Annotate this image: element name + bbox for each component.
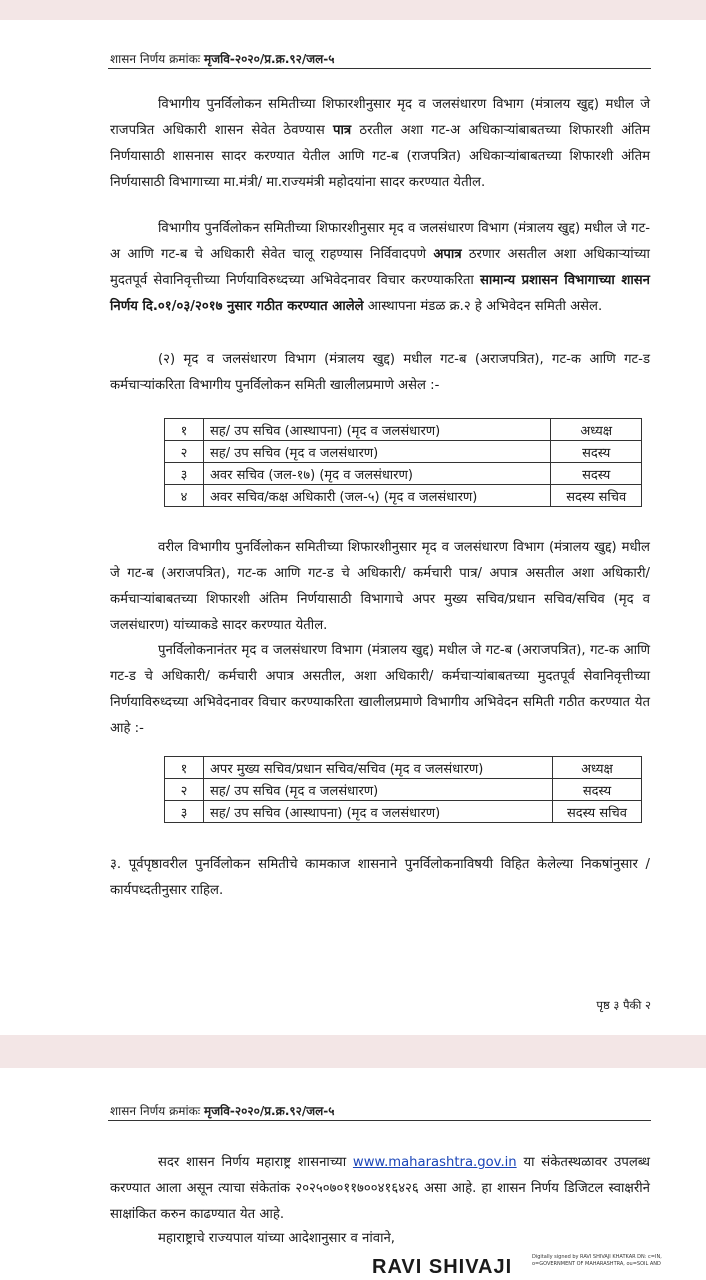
paragraph-ineligible-officers — [110, 216, 650, 320]
member-designation: सह/ उप सचिव (आस्थापना) (मृद व जलसंधारण) — [204, 801, 553, 823]
paragraph-website-notice — [110, 1150, 650, 1228]
member-role: सदस्य — [552, 779, 641, 801]
member-role: सदस्य सचिव — [552, 801, 641, 823]
row-number: २ — [165, 441, 204, 463]
gr-number: मृजवि-२०२०/प्र.क्र.९२/जल-५ — [204, 52, 335, 66]
document-page-1 — [0, 20, 706, 1035]
table-row — [165, 463, 642, 485]
paragraph-representation: पुनर्विलोकनानंतर मृद व जलसंधारण विभाग (मंत्रालय खुद्द) मधील जे गट-ब (अराजपत्रित), गट-क आणि गट-ड चे अधिकारी/ कर्मचारी अपात्र असतील, अशा अधिकारी/ कर्मचाऱ्यांबाबतच्या मुदतपूर्व सेवानिवृत्तीच्या निर्णयाविरुध्दच्या अभिवेदनावर विचार करण्याकरिता खालीलप्रमाणे विभागीय अभिवेदन समिती गठीत करण्यात येत आहे :- — [110, 643, 650, 736]
gr-number: मृजवि-२०२०/प्र.क्र.९२/जल-५ — [204, 1104, 335, 1118]
header-prefix: शासन निर्णय क्रमांकः — [110, 52, 201, 66]
paragraph-eligible-officers — [110, 92, 650, 196]
para1-text-b: ठरतील अशा गट-अ अधिकाऱ्यांबाबतच्या शिफारशी अंतिम निर्णयासाठी शासनास सादर करण्यात येतील आणि गट-ब (राजपत्रित) अधिकाऱ्यांबाबतच्या शिफारशी अंतिम निर्णयासाठी विभागाच्या मा.मंत्री/ मा.राज्यमंत्री महोदयांना सादर करण्यात येतील. — [110, 123, 650, 190]
paragraph-recommendations: वरील विभागीय पुनर्विलोकन समितीच्या शिफारशीनुसार मृद व जलसंधारण विभाग (मंत्रालय खुद्द) मधील जे गट-ब (अराजपत्रित), गट-क आणि गट-ड चे अधिकारी/ कर्मचारी पात्र/ अपात्र असतील अशा अधिकारी/ कर्मचाऱ्यांबाबतच्या शिफारशी अंतिम निर्णयासाठी विभागाचे अपर मुख्य सचिव/प्रधान सचिव/सचिव (मृद व जलसंधारण) यांच्याकडे सादर करण्यात येतील. — [110, 540, 650, 633]
row-number: ४ — [165, 485, 204, 507]
para2-text-b: ठरणार असतील अशा अधिकाऱ्यांच्या मुदतपूर्व सेवानिवृत्तीच्या निर्णयाविरुध्दच्या अभिवेदनावर विचार करण्याकरिता — [110, 247, 650, 288]
para1-bold: पात्र — [332, 123, 352, 138]
table-row — [165, 779, 642, 801]
representation-committee-table — [164, 756, 642, 823]
member-role: सदस्य सचिव — [551, 485, 642, 507]
para1-text-a: विभागीय पुनर्विलोकन समितीच्या शिफारशीनुसार मृद व जलसंधारण विभाग (मंत्रालय खुद्द) मधील जे राजपत्रित अधिकारी शासन सेवेत ठेवण्यास — [110, 97, 650, 138]
para2-text-c: आस्थापना मंडळ क्र.२ हे अभिवेदन समिती असेल. — [367, 299, 603, 314]
paragraph-section-2: (२) मृद व जलसंधारण विभाग (मंत्रालय खुद्द) मधील गट-ब (अराजपत्रित), गट-क आणि गट-ड कर्मचाऱ्यांकरिता विभागीय पुनर्विलोकन समिती खालीलप्रमाणे असेल :- — [110, 352, 650, 393]
table-row — [165, 485, 642, 507]
member-designation: अवर सचिव/कक्ष अधिकारी (जल-५) (मृद व जलसंधारण) — [204, 485, 551, 507]
document-page-2 — [0, 1068, 706, 1280]
para2-text-a: विभागीय पुनर्विलोकन समितीच्या शिफारशीनुसार मृद व जलसंधारण विभाग (मंत्रालय खुद्द) मधील जे गट-अ आणि गट-ब चे अधिकारी सेवेत चालू राहण्यास निर्विवादपणे — [110, 221, 650, 262]
member-role: सदस्य — [551, 441, 642, 463]
row-number: १ — [165, 419, 204, 441]
table-row — [165, 801, 642, 823]
signature-name: RAVI SHIVAJI — [372, 1256, 513, 1278]
member-designation: अपर मुख्य सचिव/प्रधान सचिव/सचिव (मृद व जलसंधारण) — [204, 757, 553, 779]
member-role: सदस्य — [551, 463, 642, 485]
notice-text-b: या संकेतस्थळावर उपलब्ध करण्यात आला असून त्याचा संकेतांक २०२५०७०११७००४१६४२६ असा आहे. हा शासन निर्णय डिजिटल स्वाक्षरीने साक्षांकित करुन काढण्यात येत आहे. — [110, 1155, 651, 1222]
table-row — [165, 441, 642, 463]
para2-bold-1: अपात्र — [433, 247, 462, 262]
header-divider — [108, 1120, 651, 1121]
row-number: ३ — [165, 463, 204, 485]
digital-signature-note: Digitally signed by RAVI SHIVAJI KHATKAR DN: c=IN, o=GOVERNMENT OF MAHARASHTRA, ou=SOIL AND — [532, 1254, 662, 1267]
member-role: अध्यक्ष — [551, 419, 642, 441]
member-designation: सह/ उप सचिव (मृद व जलसंधारण) — [204, 441, 551, 463]
member-designation: सह/ उप सचिव (आस्थापना) (मृद व जलसंधारण) — [204, 419, 551, 441]
table-row — [165, 419, 642, 441]
page-number: पृष्ठ ३ पैकी २ — [596, 998, 651, 1012]
review-committee-table — [164, 418, 642, 507]
page-header — [110, 1102, 335, 1119]
website-link[interactable]: www.maharashtra.gov.in — [352, 1155, 517, 1170]
row-number: १ — [165, 757, 204, 779]
member-role: अध्यक्ष — [552, 757, 641, 779]
page-header — [110, 50, 335, 67]
row-number: २ — [165, 779, 204, 801]
notice-text-a: सदर शासन निर्णय महाराष्ट्र शासनाच्या — [158, 1155, 347, 1170]
paragraph-section-3: ३. पूर्वपृष्ठावरील पुनर्विलोकन समितीचे कामकाज शासनाने पुनर्विलोकनाविषयी विहित केलेल्या निकषांनुसार / कार्यपध्दतीनुसार राहिल. — [110, 857, 650, 898]
row-number: ३ — [165, 801, 204, 823]
member-designation: अवर सचिव (जल-१७) (मृद व जलसंधारण) — [204, 463, 551, 485]
member-designation: सह/ उप सचिव (मृद व जलसंधारण) — [204, 779, 553, 801]
paragraph-governor-order: महाराष्ट्राचे राज्यपाल यांच्या आदेशानुसार व नांवाने, — [158, 1231, 395, 1246]
table-row — [165, 757, 642, 779]
header-divider — [108, 68, 651, 69]
para2-bold-2: सामान्य प्रशासन विभागाच्या शासन निर्णय दि.०१/०३/२०१७ नुसार गठीत करण्यात आलेले — [110, 273, 650, 314]
header-prefix: शासन निर्णय क्रमांकः — [110, 1104, 201, 1118]
